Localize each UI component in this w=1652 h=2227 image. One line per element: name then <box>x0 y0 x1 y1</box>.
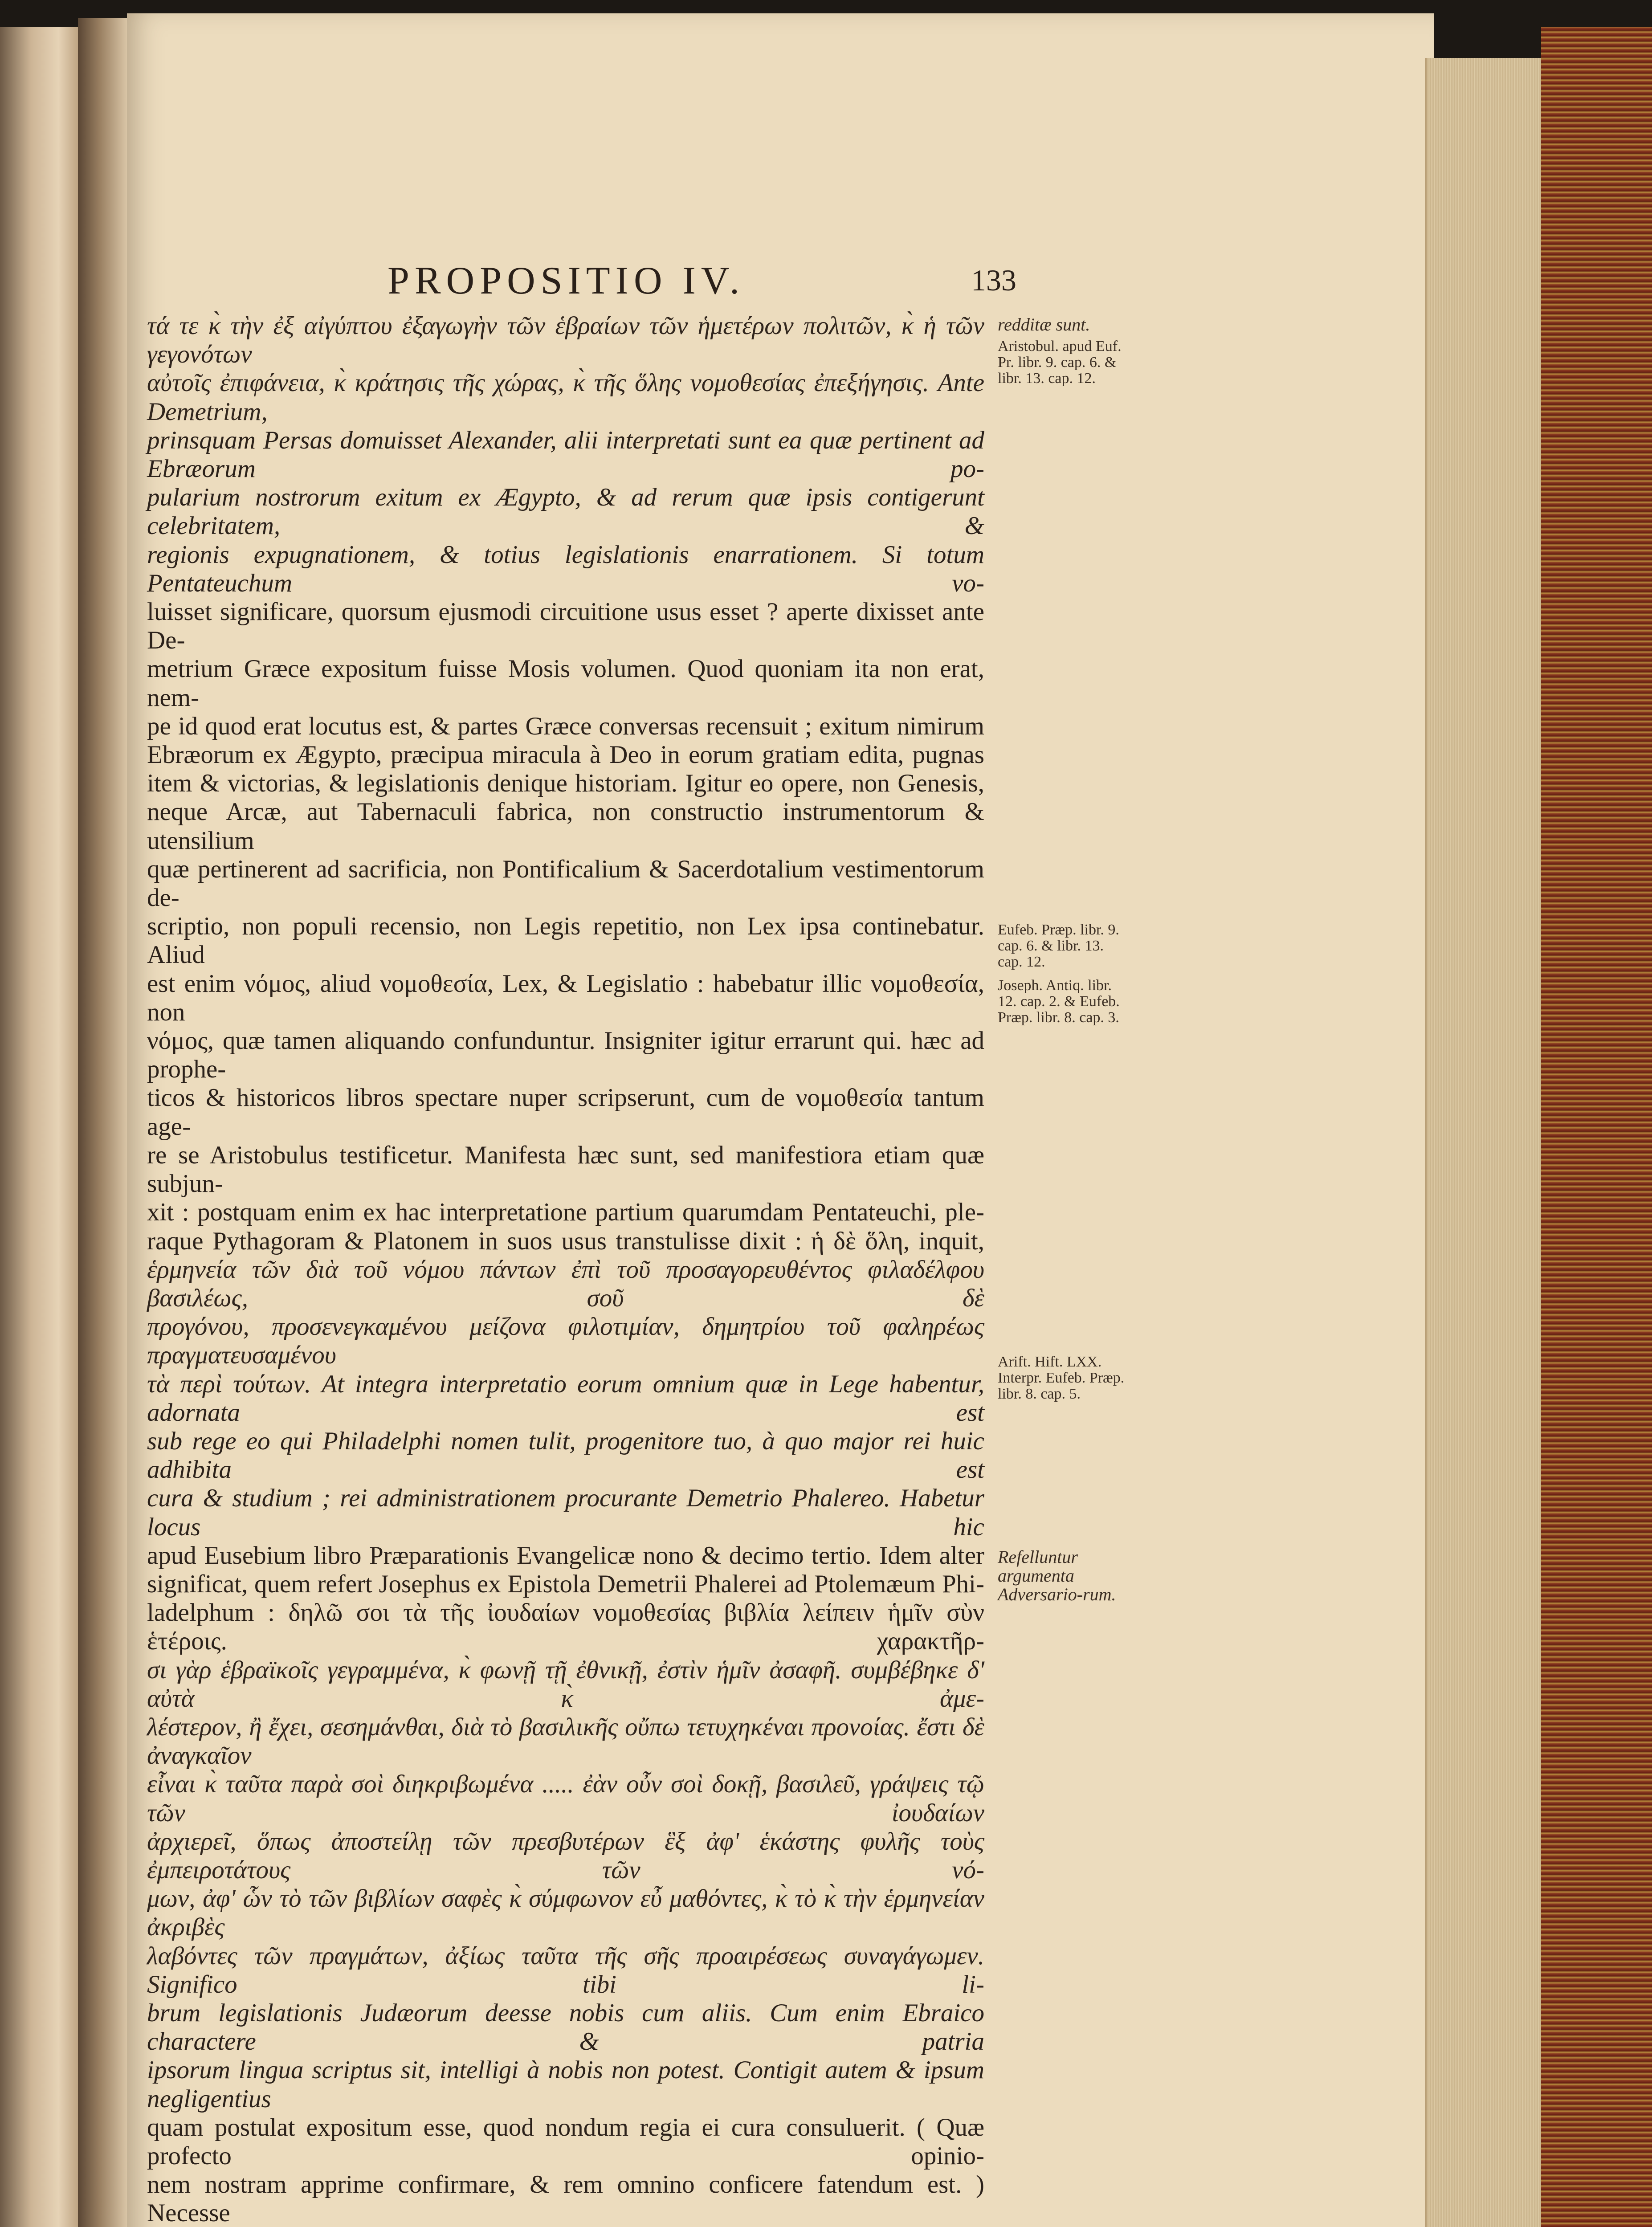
text-line: λέστερον, ἢ ἔχει, σεσημάνθαι, διὰ τὸ βασιλικῆς οὔπω τετυχηκέναι προνοίας. ἔστι δὲ ἀναγκαῖον <box>147 1713 984 1770</box>
text-line: scriptio, non populi recensio, non Legis repetitio, non Lex ipsa continebatur. Aliud <box>147 912 984 969</box>
text-line: est enim νόμος, aliud νομοθεσία, Lex, & Legislatio : habebatur illic νομοθεσία, non <box>147 969 984 1026</box>
text-line: ticos & historicos libros spectare nuper scripserunt, cum de νομοθεσία tantum age- <box>147 1084 984 1141</box>
text-line: raque Pythagoram & Platonem in suos usus transtulisse dixit : ἡ δὲ ὅλη, inquit, <box>147 1227 984 1255</box>
margin-note-reddita: redditæ sunt. <box>998 314 1090 334</box>
margin-note-eusebius: Eufeb. Præp. libr. 9. cap. 6. & libr. 13. cap. 12. <box>998 922 1119 970</box>
page-fore-edge <box>1425 58 1542 2227</box>
text-line: προγόνου, προσενεγκαμένου μείζονα φιλοτιμίαν, δημητρίου τοῦ φαληρέως πραγματευσαμένου <box>147 1313 984 1370</box>
text-line: τὰ περὶ τούτων. At integra interpretatio eorum omnium quæ in Lege habentur, adornata est <box>147 1370 984 1427</box>
text-line: sub rege eo qui Philadelphi nomen tulit, progenitore tuo, à quo major rei huic adhibita est <box>147 1427 984 1484</box>
text-line: xit : postquam enim ex hac interpretatione partium quarumdam Pentateuchi, ple- <box>147 1198 984 1227</box>
margin-note-refelluntur: Refelluntur argumenta Adversario-rum. <box>998 1547 1116 1604</box>
text-line: cura & studium ; rei administrationem procurante Demetrio Phalereo. Habetur locus hic <box>147 1484 984 1541</box>
body-text <box>147 312 984 2227</box>
text-line: luisset significare, quorsum ejusmodi circuitione usus esset ? aperte dixisset ante De- <box>147 598 984 655</box>
text-line: pularium nostrorum exitum ex Ægypto, & ad rerum quæ ipsis contigerunt celebritatem, & <box>147 483 984 540</box>
text-line: Ebræorum ex Ægypto, præcipua miracula à Deo in eorum gratiam edita, pugnas <box>147 741 984 769</box>
text-line: metrium Græce expositum fuisse Mosis volumen. Quod quoniam ita non erat, nem- <box>147 655 984 712</box>
page-number: 133 <box>971 263 1016 297</box>
text-line: ἀρχιερεῖ, ὅπως ἀποστείλῃ τῶν πρεσβυτέρων ἓξ ἀφ' ἑκάστης φυλῆς τοὺς ἐμπειροτάτους τῶν νό- <box>147 1827 984 1884</box>
text-line: νόμος, quæ tamen aliquando confunduntur. Insigniter igitur errarunt qui. hæc ad prophe- <box>147 1027 984 1084</box>
text-line: σι γὰρ ἑβραϊκοῖς γεγραμμένα, κ̀ φωνῇ τῇ ἐθνικῇ, ἐστὶν ἡμῖν ἀσαφῆ. συμβέβηκε δ' αὐτὰ κ̀ ἀμε- <box>147 1656 984 1713</box>
text-line: ladelphum : δηλῶ σοι τὰ τῆς ἰουδαίων νομοθεσίας βιβλία λείπειν ἡμῖν σὺν ἑτέροις. χαρακτῆρ- <box>147 1599 984 1656</box>
text-line: λαβόντες τῶν πραγμάτων, ἀξίως ταῦτα τῆς σῆς προαιρέσεως συναγάγωμεν. Significo tibi li- <box>147 1941 984 1999</box>
text-line: significat, quem refert Josephus ex Epistola Demetrii Phalerei ad Ptolemæum Phi- <box>147 1570 984 1598</box>
text-line: τά τε κ̀ τὴν ἐξ αἰγύπτου ἐξαγωγὴν τῶν ἑβραίων τῶν ἡμετέρων πολιτῶν, κ̀ ἡ τῶν γεγονότων <box>147 312 984 369</box>
text-line: pe id quod erat locutus est, & partes Græce conversas recensuit ; exitum nimirum <box>147 712 984 740</box>
margin-note-aristobulus: Aristobul. apud Euf. Pr. libr. 9. cap. 6. & libr. 13. cap. 12. <box>998 338 1122 387</box>
text-line: neque Arcæ, aut Tabernaculi fabrica, non constructio instrumentorum & utensilium <box>147 798 984 855</box>
text-line: ipsorum lingua scriptus sit, intelligi à nobis non potest. Contigit autem & ipsum negligentius <box>147 2056 984 2113</box>
margin-note-aristeas: Arift. Hift. LXX. Interpr. Eufeb. Præp. libr. 8. cap. 5. <box>998 1354 1125 1402</box>
text-line: ἑρμηνεία τῶν διὰ τοῦ νόμου πάντων ἐπὶ τοῦ προσαγορευθέντος φιλαδέλφου βασιλέως, σοῦ δὲ <box>147 1255 984 1312</box>
text-line: item & victorias, & legislationis denique historiam. Igitur eo opere, non Genesis, <box>147 769 984 798</box>
book-gutter <box>78 18 127 2227</box>
text-line: εἶναι κ̀ ταῦτα παρὰ σοὶ διηκριβωμένα ..... ἐὰν οὖν σοὶ δοκῇ, βασιλεῦ, γράψεις τῷ τῶν ἰουδαίων <box>147 1770 984 1827</box>
book-binding <box>1541 27 1652 2227</box>
text-line: prinsquam Persas domuisset Alexander, alii interpretati sunt ea quæ pertinent ad Ebræorum po- <box>147 426 984 483</box>
text-line: μων, ἀφ' ὧν τὸ τῶν βιβλίων σαφὲς κ̀ σύμφωνον εὖ μαθόντες, κ̀ τὸ κ̀ τὴν ἑρμηνείαν ἀκριβὲς <box>147 1884 984 1941</box>
margin-note-josephus: Joseph. Antiq. libr. 12. cap. 2. & Eufeb. Præp. libr. 8. cap. 3. <box>998 977 1120 1026</box>
text-line: quæ pertinerent ad sacrificia, non Pontificalium & Sacerdotalium vestimentorum de- <box>147 855 984 912</box>
text-line: apud Eusebium libro Præparationis Evangelicæ nono & decimo tertio. Idem alter <box>147 1541 984 1570</box>
text-line: regionis expugnationem, & totius legislationis enarrationem. Si totum Pentateuchum vo- <box>147 540 984 597</box>
text-line: brum legislationis Judæorum deesse nobis cum aliis. Cum enim Ebraico charactere & patria <box>147 1999 984 2056</box>
text-line: quam postulat expositum esse, quod nondum regia ei cura consuluerit. ( Quæ profecto opinio- <box>147 2113 984 2170</box>
text-line: nem nostram apprime confirmare, & rem omnino conficere fatendum est. ) Necesse <box>147 2170 984 2227</box>
facing-page-edge <box>0 27 78 2227</box>
text-line: re se Aristobulus testificetur. Manifesta hæc sunt, sed manifestiora etiam quæ subjun- <box>147 1141 984 1198</box>
text-line: αὐτοῖς ἐπιφάνεια, κ̀ κράτησις τῆς χώρας, κ̀ τῆς ὅλης νομοθεσίας ἐπεξήγησις. Ante Demetrium, <box>147 369 984 426</box>
running-head: PROPOSITIO IV. <box>388 259 745 302</box>
